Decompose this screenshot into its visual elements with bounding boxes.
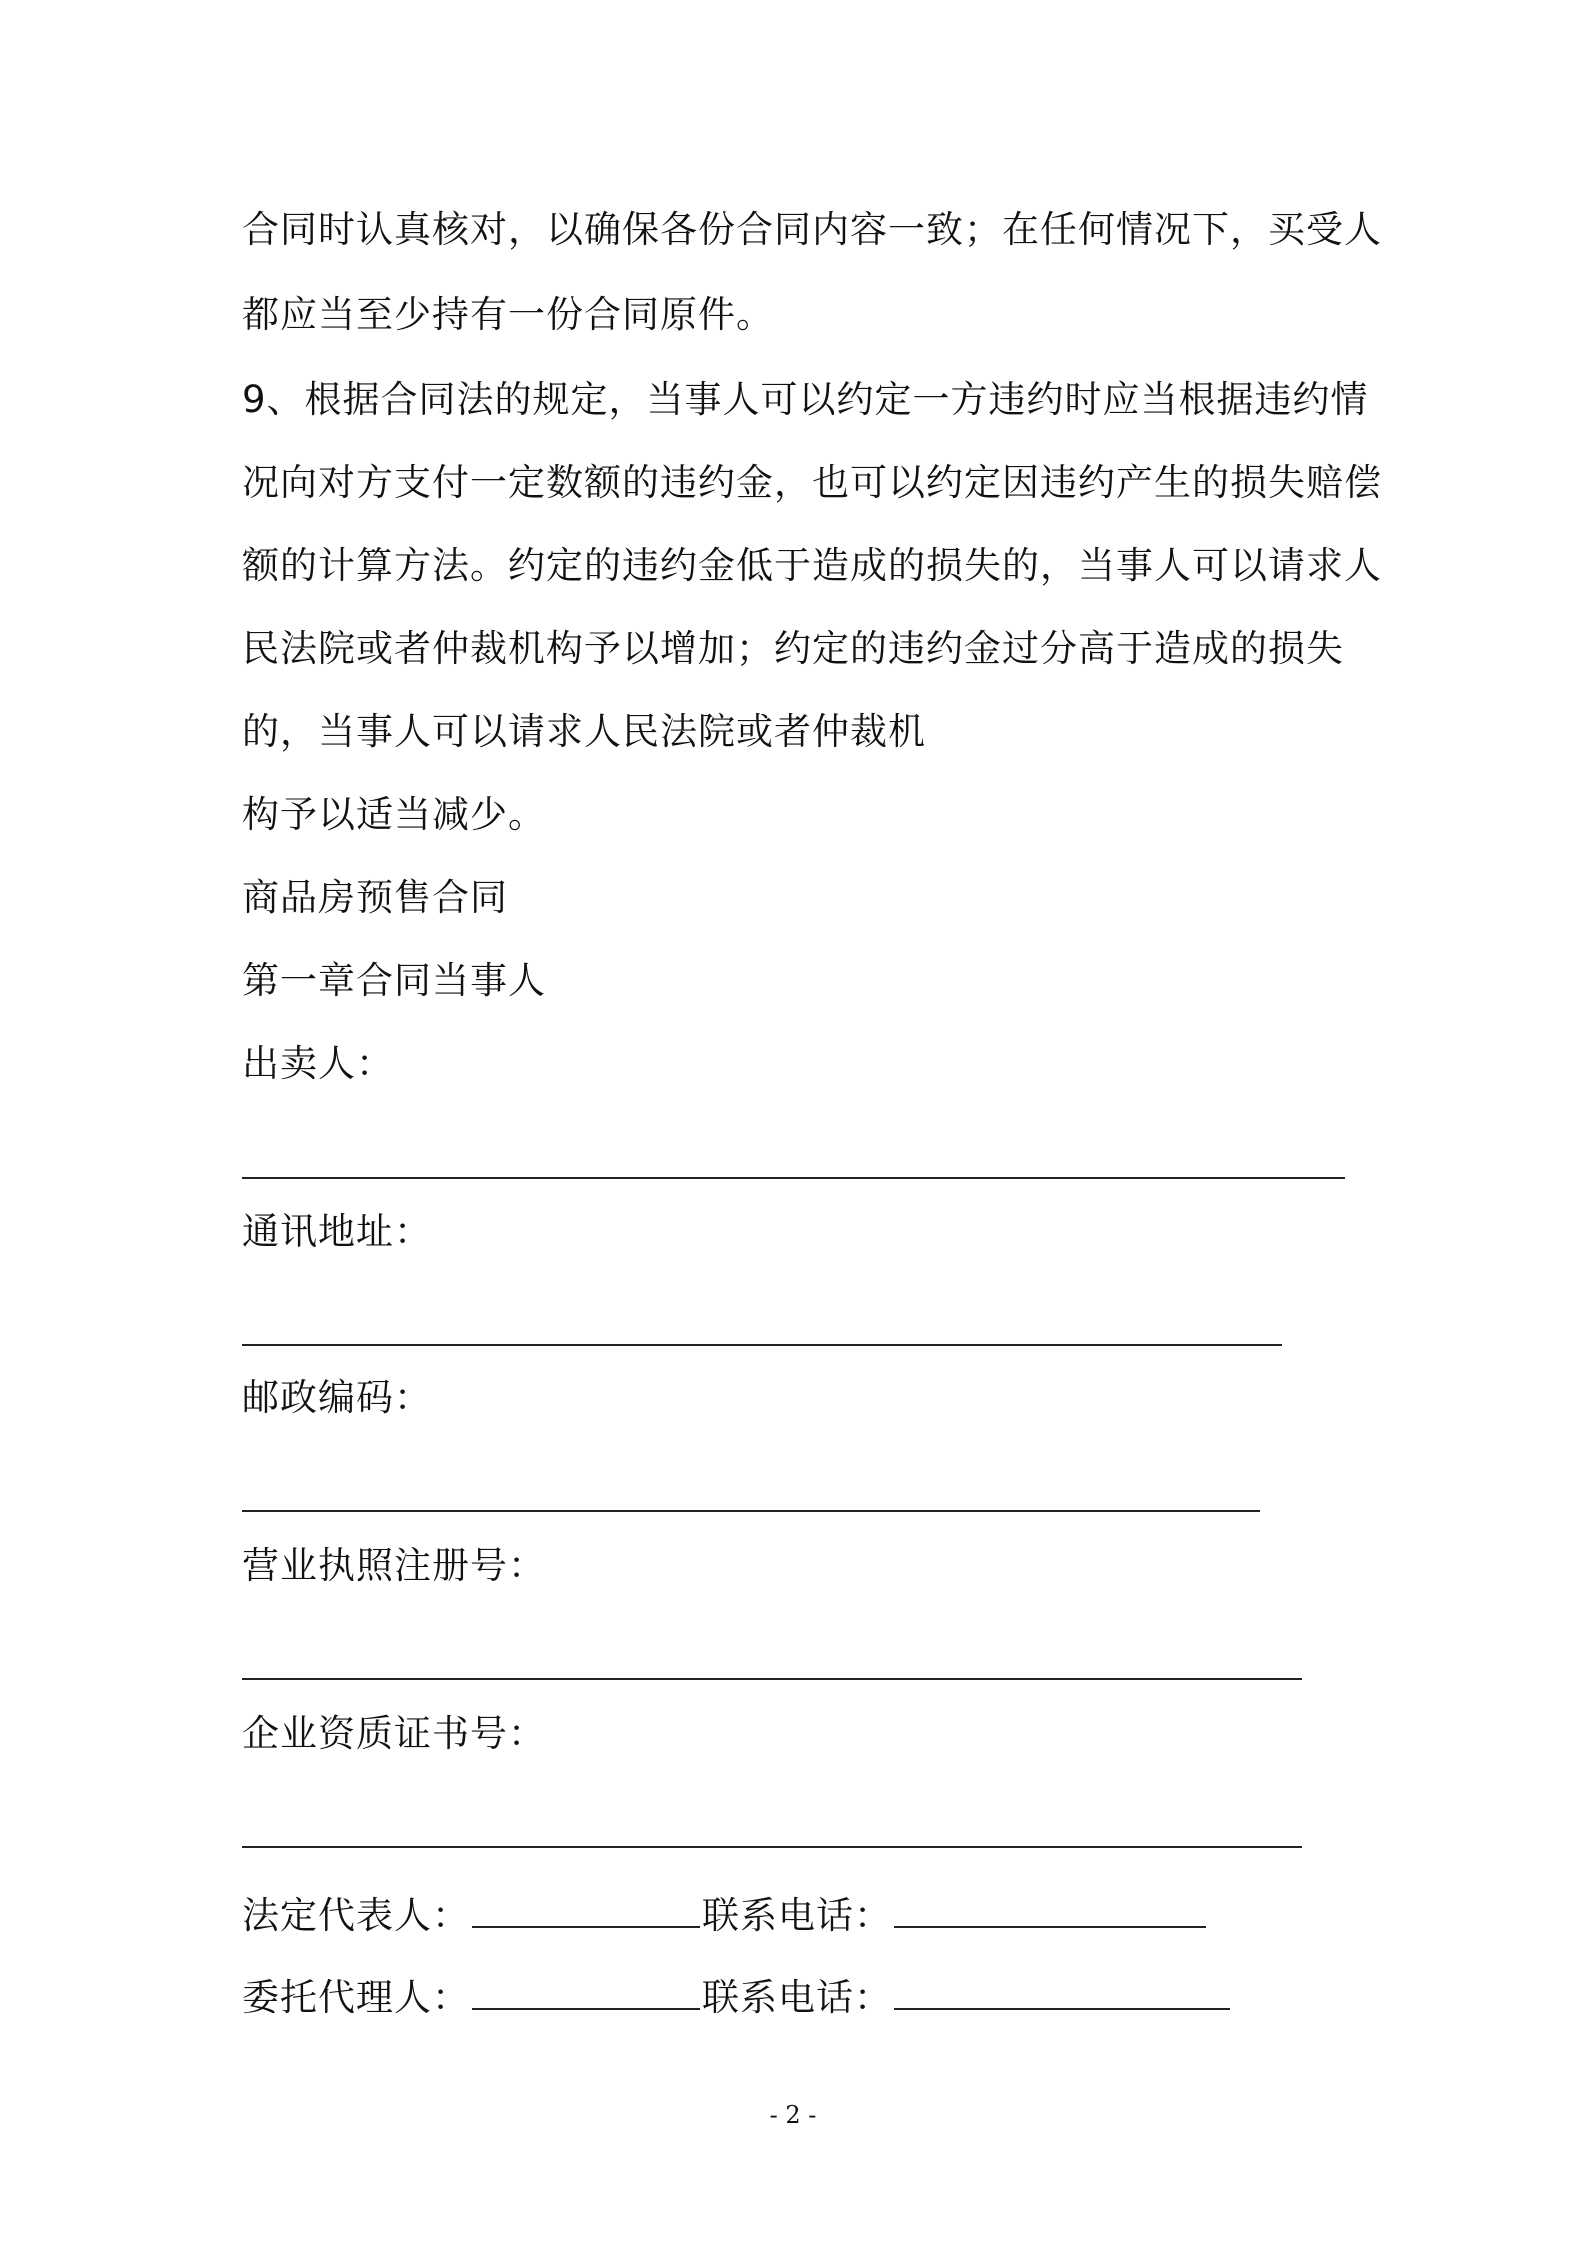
paragraph-line: 合同时认真核对，以确保各份合同内容一致；在任何情况下，买受人	[242, 208, 1382, 251]
qualification-cert-fill-line	[242, 1846, 1302, 1848]
clause-9-line: 民法院或者仲裁机构予以增加；约定的违约金过分高于造成的损失	[242, 627, 1344, 670]
page-number: - 2 -	[769, 2101, 817, 2129]
postal-code-label: 邮政编码：	[242, 1376, 432, 1419]
business-license-fill-line	[242, 1678, 1302, 1680]
legal-rep-row	[242, 1891, 1208, 1941]
clause-9-line: 构予以适当减少。	[242, 793, 546, 836]
agent-fill-line	[472, 1978, 700, 2010]
business-license-label: 营业执照注册号：	[242, 1544, 546, 1587]
clause-9-line: 况向对方支付一定数额的违约金，也可以约定因违约产生的损失赔偿	[242, 461, 1382, 504]
paragraph-line: 都应当至少持有一份合同原件。	[242, 293, 774, 336]
clause-9-line: 额的计算方法。约定的违约金低于造成的损失的，当事人可以请求人	[242, 544, 1382, 587]
agent-row	[242, 1973, 1232, 2023]
address-fill-line	[242, 1344, 1282, 1346]
agent-label: 委托代理人：	[242, 1976, 470, 2019]
phone-fill-line	[894, 1896, 1206, 1928]
legal-rep-label: 法定代表人：	[242, 1894, 470, 1937]
phone-label: 联系电话：	[702, 1894, 892, 1937]
chapter-title: 第一章合同当事人	[242, 959, 546, 1002]
phone-label: 联系电话：	[702, 1976, 892, 2019]
clause-9-line: 的，当事人可以请求人民法院或者仲裁机	[242, 710, 926, 753]
legal-rep-fill-line	[472, 1896, 700, 1928]
postal-code-fill-line	[242, 1510, 1260, 1512]
seller-fill-line	[242, 1177, 1345, 1179]
clause-9-line: 9、根据合同法的规定，当事人可以约定一方违约时应当根据违约情	[242, 378, 1369, 421]
contract-title: 商品房预售合同	[242, 876, 508, 919]
seller-label: 出卖人：	[242, 1042, 394, 1085]
address-label: 通讯地址：	[242, 1210, 432, 1253]
qualification-cert-label: 企业资质证书号：	[242, 1712, 546, 1755]
phone-fill-line	[894, 1978, 1230, 2010]
